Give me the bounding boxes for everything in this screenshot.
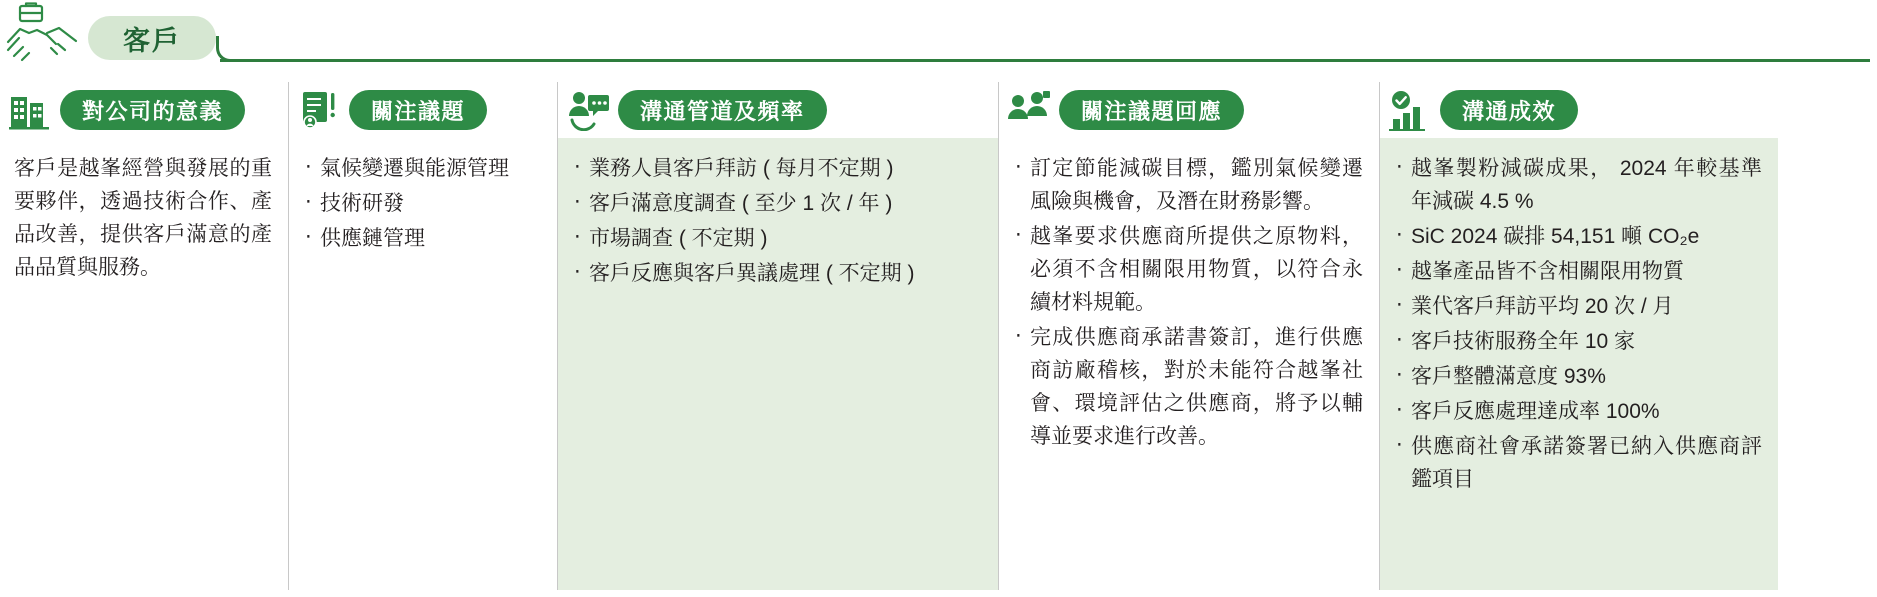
list-item: ‧ 客戶整體滿意度 93% bbox=[1394, 360, 1762, 393]
column-header bbox=[289, 82, 557, 138]
channels-list bbox=[572, 152, 982, 290]
column-responses bbox=[999, 82, 1379, 590]
building-icon bbox=[8, 89, 52, 131]
column-title: 關注議題回應 bbox=[1081, 98, 1223, 124]
list-item: ‧ SiC 2024 碳排 54,151 噸 CO₂e bbox=[1394, 220, 1762, 253]
check-chart-icon bbox=[1388, 89, 1432, 131]
list-item: ‧ 氣候變遷與能源管理 bbox=[303, 152, 541, 185]
responses-list bbox=[1013, 152, 1363, 453]
list-item: ‧ 客戶反應處理達成率 100% bbox=[1394, 395, 1762, 428]
column-title: 溝通成效 bbox=[1462, 98, 1557, 124]
list-item: ‧ 越峯要求供應商所提供之原物料，必須不含相關限用物質，以符合永續材料規範。 bbox=[1013, 220, 1363, 319]
column-body bbox=[289, 138, 557, 590]
list-item: ‧ 完成供應商承諾書簽訂，進行供應商訪廠稽核，對於未能符合越峯社會、環境評估之供應商，將予以輔導並要求進行改善。 bbox=[1013, 321, 1363, 453]
section-title-pill bbox=[88, 16, 216, 60]
section-header bbox=[0, 0, 1877, 72]
topics-list bbox=[303, 152, 541, 255]
column-title-pill bbox=[1059, 90, 1244, 130]
column-channels bbox=[558, 82, 998, 590]
list-item: ‧ 客戶滿意度調查 ( 至少 1 次 / 年 ) bbox=[572, 187, 982, 220]
column-topics bbox=[289, 82, 557, 590]
list-item: ‧ 供應商社會承諾簽署已納入供應商評鑑項目 bbox=[1394, 430, 1762, 496]
two-people-icon bbox=[1007, 89, 1051, 131]
column-body bbox=[0, 138, 288, 590]
handshake-briefcase-icon bbox=[6, 2, 78, 64]
column-body bbox=[558, 138, 998, 590]
section-title: 客戶 bbox=[123, 25, 181, 56]
column-title-pill bbox=[60, 90, 245, 130]
column-title-pill bbox=[618, 90, 827, 130]
column-title: 溝通管道及頻率 bbox=[640, 98, 805, 124]
column-header bbox=[999, 82, 1379, 138]
list-item: ‧ 市場調查 ( 不定期 ) bbox=[572, 222, 982, 255]
list-item: ‧ 供應鏈管理 bbox=[303, 222, 541, 255]
list-item: ‧ 客戶反應與客戶異議處理 ( 不定期 ) bbox=[572, 257, 982, 290]
effectiveness-list bbox=[1394, 152, 1762, 496]
list-item: ‧ 技術研發 bbox=[303, 187, 541, 220]
list-item: ‧ 越峯製粉減碳成果， 2024 年較基準年減碳 4.5 % bbox=[1394, 152, 1762, 218]
column-header bbox=[1380, 82, 1778, 138]
meaning-paragraph: 客戶是越峯經營與發展的重要夥伴，透過技術合作、產品改善，提供客戶滿意的產品品質與服務。 bbox=[14, 157, 272, 279]
list-item: ‧ 訂定節能減碳目標，鑑別氣候變遷風險與機會，及潛在財務影響。 bbox=[1013, 152, 1363, 218]
column-body bbox=[999, 138, 1379, 590]
list-item: ‧ 越峯產品皆不含相關限用物質 bbox=[1394, 255, 1762, 288]
column-title: 對公司的意義 bbox=[82, 98, 224, 124]
column-title-pill bbox=[1440, 90, 1578, 130]
column-effectiveness bbox=[1380, 82, 1778, 590]
column-title-pill bbox=[349, 90, 487, 130]
column-header bbox=[558, 82, 998, 138]
columns-container bbox=[0, 82, 1877, 597]
column-meaning bbox=[0, 82, 288, 590]
header-rule bbox=[220, 59, 1870, 62]
list-item: ‧ 業代客戶拜訪平均 20 次 / 月 bbox=[1394, 290, 1762, 323]
column-title: 關注議題 bbox=[371, 98, 466, 124]
list-item: ‧ 業務人員客戶拜訪 ( 每月不定期 ) bbox=[572, 152, 982, 185]
column-header bbox=[0, 82, 288, 138]
document-person-icon bbox=[297, 89, 341, 131]
column-body bbox=[1380, 138, 1778, 590]
people-speech-icon bbox=[566, 89, 610, 131]
list-item: ‧ 客戶技術服務全年 10 家 bbox=[1394, 325, 1762, 358]
